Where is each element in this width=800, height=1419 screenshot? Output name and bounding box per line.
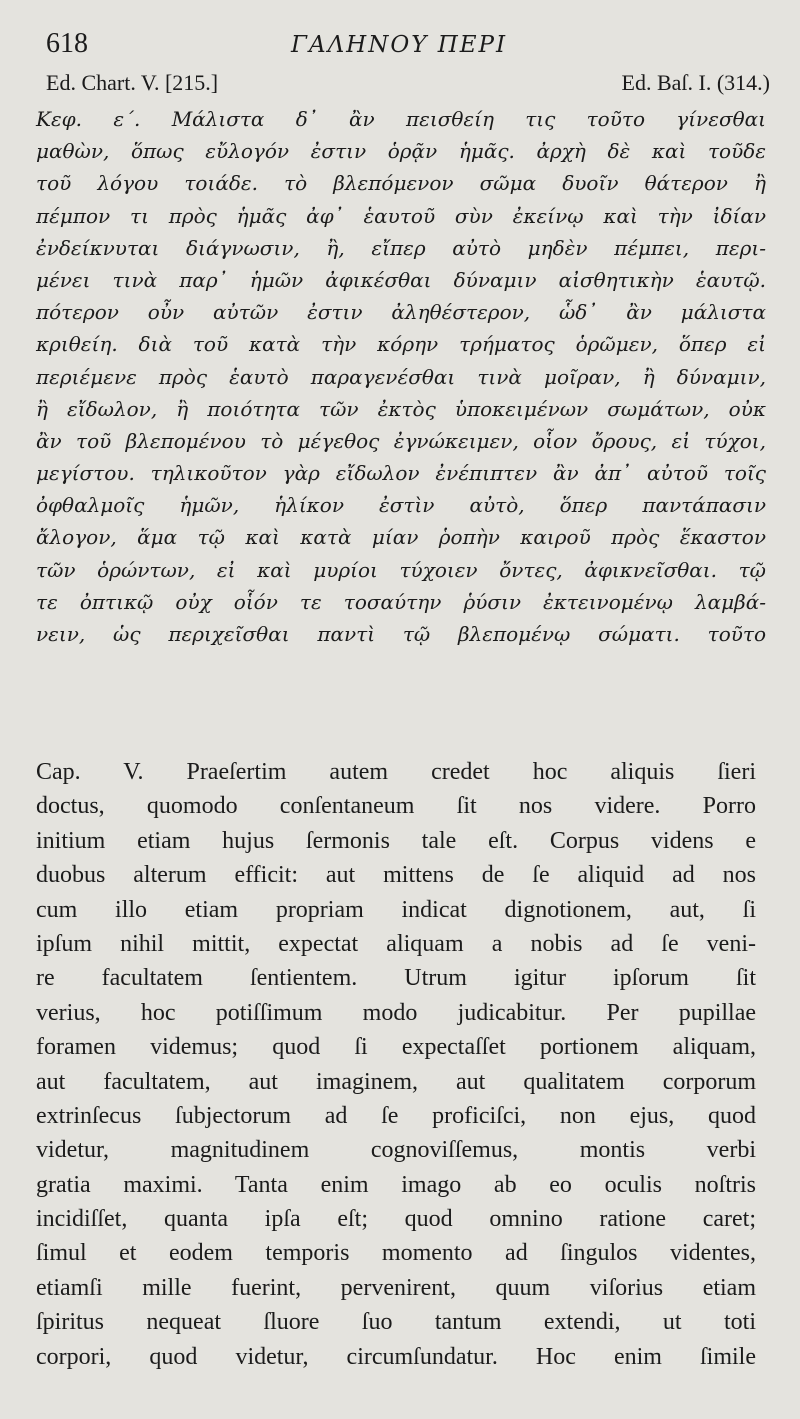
edition-basel-ref: Ed. Baſ. I. (314.) [621,70,770,95]
greek-text-line: πέμπον τι πρὸς ἡμᾶς ἀφ᾽ ἑαυτοῦ σὺν ἐκείνῳ καὶ τὴν ἰδίαν [36,203,766,228]
greek-text-line: πότερον οὖν αὐτῶν ἐστιν ἀληθέστερον, ὧδ᾽ ἂν μάλιστα [36,300,766,325]
greek-text-line: νειν, ὡς περιχεῖσθαι παντὶ τῷ βλεπομένῳ σώματι. τοῦτο [36,622,766,646]
latin-text-line: initium etiam hujus ſermonis tale eſt. Corpus videns e [36,827,756,854]
latin-text-line: aut facultatem, aut imaginem, aut qualitatem corporum [36,1068,756,1095]
latin-text-line: doctus, quomodo conſentaneum ſit nos videre. Porro [36,793,756,820]
latin-text-line: corpori, quod videtur, circumſundatur. Hoc enim ſimile [36,1343,756,1370]
greek-text-line: περιέμενε πρὸς ἑαυτὸ παραγενέσθαι τινὰ μοῖραν, ἢ δύναμιν, [36,364,766,389]
latin-text-line: ipſum nihil mittit, expectat aliquam a nobis ad ſe veni- [36,930,756,957]
latin-text-line: duobus alterum efficit: aut mittens de ſe aliquid ad nos [36,862,756,889]
latin-text-block [36,755,756,1374]
running-title: ΓΑΛΗΝΟΥ ΠΕΡΙ [291,32,508,58]
latin-text-line: incidiſſet, quanta ipſa eſt; quod omnino ratione caret; [36,1206,756,1233]
greek-text-line: Κεφ. ε΄. Μάλιστα δ᾽ ἂν πεισθείη τις τοῦτο γίνεσθαι [36,107,766,131]
latin-text-line: ſpiritus nequeat ſluore ſuo tantum extendi, ut toti [36,1309,756,1336]
latin-text-line: foramen videmus; quod ſi expectaſſet portionem aliquam, [36,1034,756,1061]
greek-text-line: ἄλογον, ἅμα τῷ καὶ κατὰ μίαν ῥοπὴν καιροῦ πρὸς ἕκαστον [36,525,766,550]
latin-text-line: etiamſi mille fuerint, pervenirent, quum viſorius etiam [36,1274,756,1301]
greek-text-line: τῶν ὁρώντων, εἰ καὶ μυρίοι τύχοιεν ὄντες, ἀφικνεῖσθαι. τῷ [36,557,766,582]
latin-text-line: extrinſecus ſubjectorum ad ſe proficiſci, non ejus, quod [36,1102,756,1129]
greek-text-line: ἐνδείκνυται διάγνωσιν, ἢ, εἴπερ αὐτὸ μηδὲν πέμπει, περι- [36,235,766,260]
page-header [46,28,770,68]
greek-text-line: τε ὀπτικῷ οὐχ οἷόν τε τοσαύτην ῥύσιν ἐκτεινομένῳ λαμβά- [36,589,766,614]
edition-chart-ref: Ed. Chart. V. [215.] [46,70,219,95]
greek-text-line: ὀφθαλμοῖς ἡμῶν, ἡλίκον ἐστὶν αὐτὸ, ὅπερ παντάπασιν [36,493,766,518]
greek-text-line: κριθείη. διὰ τοῦ κατὰ τὴν κόρην τρήματος ὁρῶμεν, ὅπερ εἰ [36,332,766,357]
greek-text-line: μένει τινὰ παρ᾽ ἡμῶν ἀφικέσθαι δύναμιν αἰσθητικὴν ἑαυτῷ. [36,267,766,292]
latin-text-line: verius, hoc potiſſimum modo judicabitur. Per pupillae [36,999,756,1026]
latin-text-line: videtur, magnitudinem cognoviſſemus, montis verbi [36,1137,756,1164]
latin-text-line: Cap. V. Praeſertim autem credet hoc aliquis ſieri [36,759,756,785]
latin-text-line: cum illo etiam propriam indicat dignotionem, aut, ſi [36,896,756,923]
latin-text-line: ſimul et eodem temporis momento ad ſingulos videntes, [36,1240,756,1267]
greek-text-line: ἂν τοῦ βλεπομένου τὸ μέγεθος ἐγνώκειμεν, οἷον ὄρους, εἰ τύχοι, [36,428,766,453]
latin-text-line: re facultatem ſentientem. Utrum igitur ipſorum ſit [36,965,756,992]
greek-text-line: μαθὼν, ὅπως εὔλογόν ἐστιν ὁρᾷν ἡμᾶς. ἀρχὴ δὲ καὶ τοῦδε [36,139,766,164]
latin-text-line: gratia maximi. Tanta enim imago ab eo oculis noſtris [36,1171,756,1198]
greek-text-line: τοῦ λόγου τοιάδε. τὸ βλεπόμενον σῶμα δυοῖν θάτερον ἢ [36,171,766,196]
greek-text-line: ἢ εἴδωλον, ἢ ποιότητα τῶν ἐκτὸς ὑποκειμένων σωμάτων, οὐκ [36,396,766,421]
greek-text-line: μεγίστου. τηλικοῦτον γὰρ εἴδωλον ἐνέπιπτεν ἂν ἀπ᾽ αὐτοῦ τοῖς [36,461,766,486]
edition-references [46,70,770,100]
page-number: 618 [46,28,88,59]
greek-text-block [36,103,766,650]
